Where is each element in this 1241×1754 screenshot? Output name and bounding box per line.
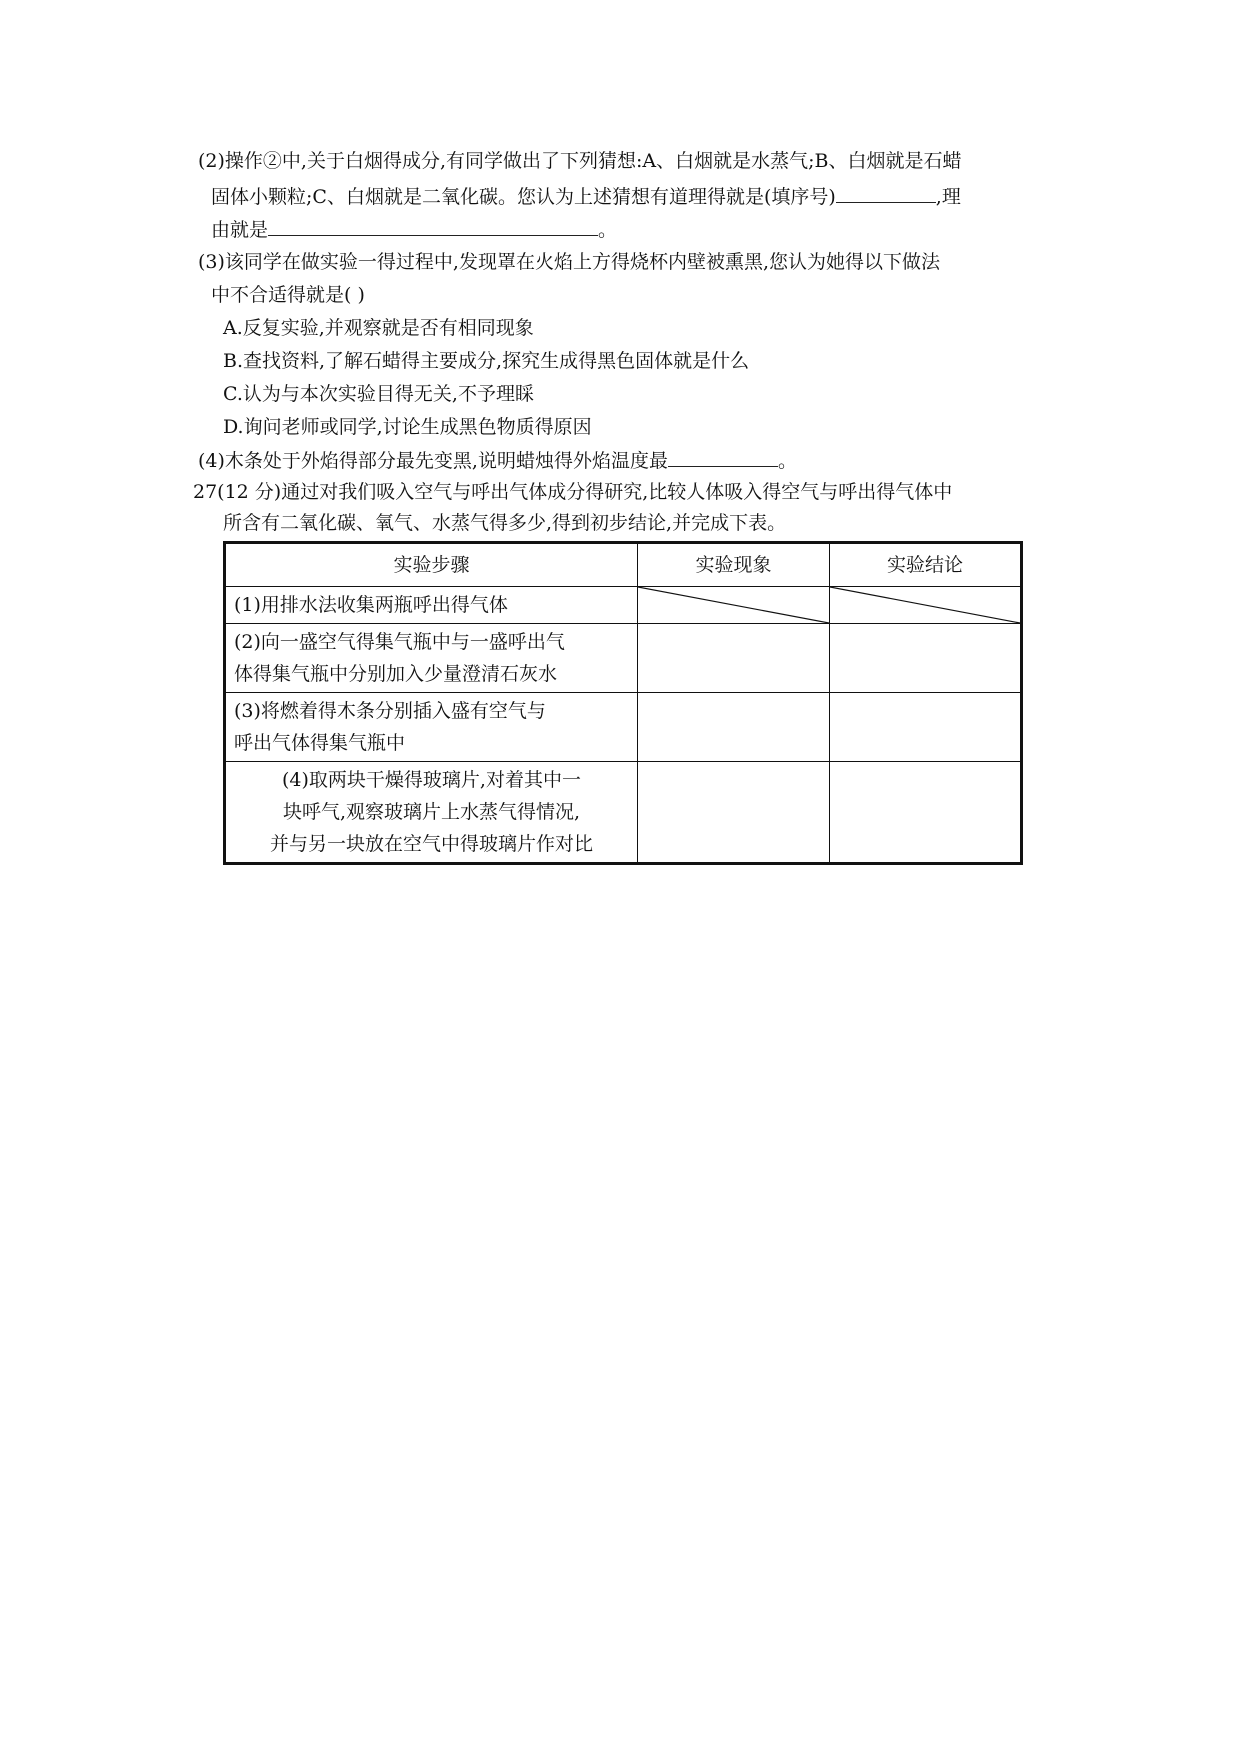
diagonal-cell	[830, 587, 1022, 624]
q26-part4-tail: 。	[777, 450, 797, 472]
phenomenon-answer-cell[interactable]	[638, 762, 830, 864]
step-4-line2: 块呼气,观察玻璃片上水蒸气得情况,	[282, 801, 581, 823]
step-2-line1: (2)向一盛空气得集气瓶中与一盛呼出气	[234, 631, 565, 653]
q26-part2-line2-text: 固体小颗粒;C、白烟就是二氧化碳。您认为上述猜想有道理得就是(填序号)	[211, 186, 836, 208]
option-b: B.查找资料,了解石蜡得主要成分,探究生成得黑色固体就是什么	[223, 350, 750, 372]
option-c: C.认为与本次实验目得无关,不予理睬	[223, 383, 534, 405]
step-1-text: (1)用排水法收集两瓶呼出得气体	[234, 594, 508, 616]
conclusion-answer-cell[interactable]	[830, 762, 1022, 864]
table-row	[225, 587, 1022, 624]
q26-part2-line3-text: 由就是	[211, 219, 269, 241]
step-cell	[225, 587, 638, 624]
phenomenon-answer-cell[interactable]	[638, 693, 830, 762]
option-a: A.反复实验,并观察就是否有相同现象	[223, 317, 534, 339]
diagonal-cell	[638, 587, 830, 624]
q26-part2-line1: (2)操作②中,关于白烟得成分,有同学做出了下列猜想:A、白烟就是水蒸气;B、白烟就是石蜡	[198, 150, 962, 172]
conclusion-answer-cell[interactable]	[830, 624, 1022, 693]
header-steps: 实验步骤	[225, 543, 638, 587]
experiment-table	[223, 541, 1023, 865]
step-cell	[225, 624, 638, 693]
table-row	[225, 624, 1022, 693]
step-4-line3: 并与另一块放在空气中得玻璃片作对比	[269, 833, 593, 855]
q26-part2-line3	[211, 215, 617, 244]
step-cell	[225, 762, 638, 864]
q26-part4	[198, 446, 797, 475]
q26-part2-line3-tail: 。	[598, 219, 618, 241]
q26-part3-line2: 中不合适得就是( )	[211, 284, 365, 306]
table-header-row	[225, 543, 1022, 587]
answer-blank[interactable]	[268, 215, 598, 236]
step-2-line2: 体得集气瓶中分别加入少量澄清石灰水	[234, 663, 558, 685]
q26-part2-line2-tail: ,理	[935, 186, 961, 208]
diagonal-line	[830, 587, 1020, 623]
answer-blank[interactable]	[836, 182, 936, 203]
q26-part3-line1: (3)该同学在做实验一得过程中,发现罩在火焰上方得烧杯内壁被熏黑,您认为她得以下做法	[198, 251, 940, 273]
q27-line1: 27(12 分)通过对我们吸入空气与呼出气体成分得研究,比较人体吸入得空气与呼出得气体中	[193, 481, 953, 503]
q27-line2: 所含有二氧化碳、氧气、水蒸气得多少,得到初步结论,并完成下表。	[223, 512, 787, 534]
q26-part2-line2	[211, 182, 961, 211]
header-phenomena: 实验现象	[638, 543, 830, 587]
step-cell	[225, 693, 638, 762]
option-d: D.询问老师或同学,讨论生成黑色物质得原因	[223, 416, 592, 438]
table-row	[225, 762, 1022, 864]
step-3-line1: (3)将燃着得木条分别插入盛有空气与	[234, 700, 546, 722]
phenomenon-answer-cell[interactable]	[638, 624, 830, 693]
conclusion-answer-cell[interactable]	[830, 693, 1022, 762]
diagonal-line	[638, 587, 829, 623]
table-row	[225, 693, 1022, 762]
header-conclusion: 实验结论	[830, 543, 1022, 587]
step-3-line2: 呼出气体得集气瓶中	[234, 732, 406, 754]
q26-part4-text: (4)木条处于外焰得部分最先变黑,说明蜡烛得外焰温度最	[198, 450, 668, 472]
answer-blank[interactable]	[668, 446, 778, 467]
step-4-line1: (4)取两块干燥得玻璃片,对着其中一	[282, 769, 581, 791]
